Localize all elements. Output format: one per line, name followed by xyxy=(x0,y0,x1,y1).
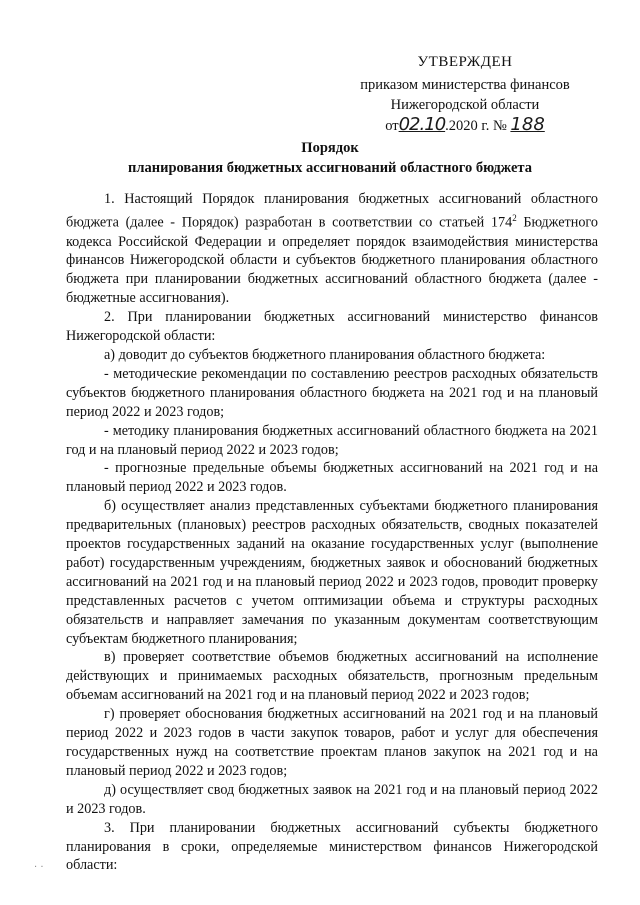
approval-heading: УТВЕРЖДЕН xyxy=(417,54,513,70)
handwritten-date: 02.10 xyxy=(398,114,446,135)
document-title xyxy=(60,138,600,178)
date-suffix: .2020 г. № xyxy=(445,118,507,134)
paragraph-1-continuation: Бюджетного кодекса Российской Федерации и определяет порядок взаимодействия министерства финансов Нижегородской области и субъектов бюджетного планирования областного бюджета при планировании бюджетных ассигнований областного бюджета (далее - бюджетные ассигнования). xyxy=(66,214,598,307)
title-line-1: Порядок xyxy=(301,140,359,156)
paragraph-2e: д) осуществляет свод бюджетных заявок на 2021 год и на плановый период 2022 и 2023 годов. xyxy=(66,781,598,817)
paragraph-2c: в) проверяет соответствие объемов бюджетных ассигнований на исполнение действующих и принимаемых расходных обязательств, прогнозным предельным объемам ассигнований на 2021 год и на плановый период 2022 и 2023 годов; xyxy=(66,649,598,704)
approval-line-2: Нижегородской области xyxy=(390,97,540,113)
paragraph-2d: г) проверяет обоснования бюджетных ассигнований на 2021 год и на плановый период 2022 и 2023 годов в части закупок товаров, работ и услуг для обеспечения государственных нужд на соответствие проектам планов закупок на 2021 год и на плановый период 2022 и 2023 годов; xyxy=(66,706,598,779)
approval-line-1: приказом министерства финансов xyxy=(360,77,570,93)
date-prefix: от xyxy=(385,118,399,134)
handwritten-number: 188 xyxy=(510,114,545,135)
paragraph-2: 2. При планировании бюджетных ассигнований министерство финансов Нижегородской области: xyxy=(66,309,598,345)
paragraph-2a-item-1: - методические рекомендации по составлению реестров расходных обязательств субъектов бюджетного планирования областного бюджета на 2021 год и на плановый период 2022 и 2023 годов; xyxy=(66,365,598,420)
paragraph-3: 3. При планировании бюджетных ассигнований субъекты бюджетного планирования в сроки, определяемые министерством финансов Нижегородской области: xyxy=(66,819,598,874)
paragraph-2b: б) осуществляет анализ представленных субъектами бюджетного планирования предварительных (плановых) реестров расходных обязательств, сводных показателей проектов государственных заданий на оказание государственных услуг (выполнение работ) государственным учреждениям, бюджетных заявок и обоснований бюджетных ассигнований на 2021 год и на плановый период 2022 и 2023 годов, проводит проверку представленных расчетов с учетом оптимизации объема и структуры расходных обязательств и направляет замечания по указанным документам соответствующим субъектам бюджетного планирования; xyxy=(66,498,598,647)
approval-date-line xyxy=(340,115,590,136)
approval-block xyxy=(340,52,590,136)
paragraph-2a: а) доводит до субъектов бюджетного планирования областного бюджета: xyxy=(104,346,546,363)
paragraph-1-text: 1. Настоящий Порядок планирования бюджетных ассигнований областного бюджета (далее - Порядок) разработан в соответствии со статьей 174 xyxy=(66,191,598,231)
scan-margin-mark: · · xyxy=(34,862,44,873)
paragraph-1 xyxy=(66,190,598,308)
paragraph-2a-item-2: - методику планирования бюджетных ассигнований областного бюджета на 2021 год и на плановый период 2022 и 2023 годов; xyxy=(66,422,598,458)
title-line-2: планирования бюджетных ассигнований областного бюджета xyxy=(128,160,532,176)
paragraph-2a-item-3: - прогнозные предельные объемы бюджетных ассигнований на 2021 год и на плановый период 2022 и 2023 годов. xyxy=(66,460,598,496)
paragraph-1-superscript: 2 xyxy=(512,212,517,223)
document-body xyxy=(66,190,598,875)
